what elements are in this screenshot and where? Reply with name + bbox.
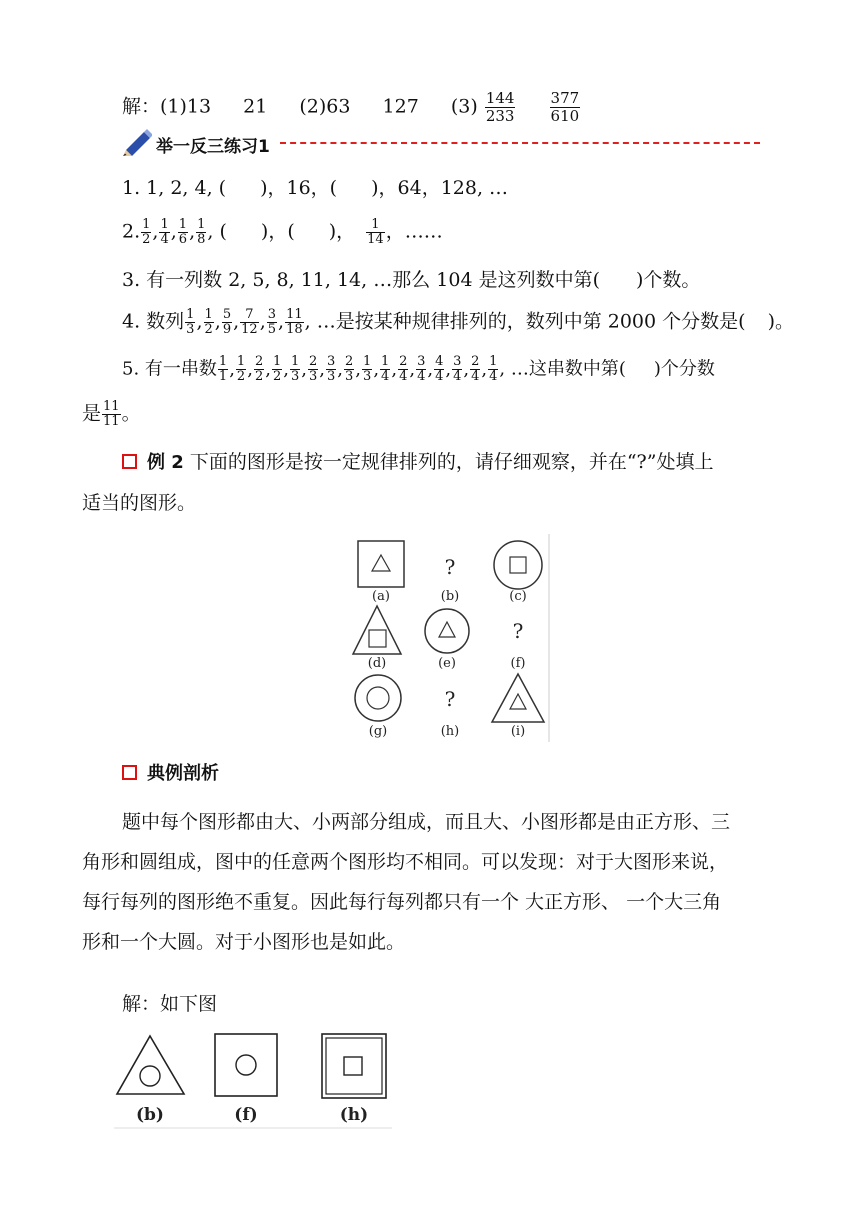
red-square-bullet-icon [122,765,137,780]
fraction: $\frac{144}{233}$ [485,89,515,125]
shape-a [358,541,404,587]
practice-title: 举一反三练习1 [156,137,270,157]
svg-text:(i): (i) [510,724,526,739]
puzzle-grid [346,534,550,742]
question-5-line-2: 是 $\frac{11}{11}$ 。 [82,399,141,429]
question-3: 3. 有一列数 2, 5, 8, 11, 14, …那么 104 是这列数中第( )个数。 [122,269,701,291]
shape-e [425,609,469,653]
svg-text:(b): (b) [136,1105,164,1125]
svg-text:(a): (a) [372,589,390,604]
practice-header [122,128,762,158]
fraction: $\frac{1}{3}$ [290,354,300,384]
analysis-paragraph: 题中每个图形都由大、小两部分组成，而且大、小图形都是由正方形、三 角形和圆组成，图中的任意两个图形均不相同。可以发现：对于大图形来说， 每行每列的图形绝不重复。因此每行每列都只有一个 大正方形、 一个大三角 形和一个大圆。对于小图形也是如此。 [82,811,731,953]
fraction: $\frac{1}{2}$ [272,354,282,384]
fraction: $\frac{2}{3}$ [345,354,354,384]
solution-shape-b [117,1036,184,1094]
question-mark-h: ? [444,687,456,711]
svg-text:(h): (h) [440,724,460,739]
svg-text:(f): (f) [510,656,526,671]
solution-shape-f [215,1034,277,1096]
svg-text:(g): (g) [368,724,388,739]
fraction: $\frac{377}{610}$ [550,89,580,125]
fraction: $\frac{1}{4}$ [381,354,390,384]
fraction: $\frac{3}{4}$ [453,354,462,384]
fraction: $\frac{2}{3}$ [308,354,318,384]
fraction: $\frac{4}{4}$ [435,354,444,384]
fraction: $\frac{1}{1}$ [218,354,228,384]
question-5: 5. 有一串数 $\frac{1}{1}$ , $\frac{1}{2}$ , $\frac{2}{2}$ , $\frac{1}{2}$ , $\frac{1}{3}$ , $\frac{2}{3}$ , $\frac{3}{3}$ , $\frac{2}{3}$ , $\frac{1}{3}$ , $\frac{1}{4}$ , $\frac{2}{4}$ , $\frac{3}{4}$ , $\frac{4}{4}$ , $\frac{3}{4}$ , $\frac{2}{4}$ , $\frac{1}{4}$ , …这串数中第( )个分数 [122,354,715,384]
question-2: 2. $\frac{1}{2}$ , $\frac{1}{4}$ , $\frac{1}{6}$ , $\frac{1}{8}$ , ( )，( )， $\frac{1}{14}$ ，…… [122,217,443,247]
question-mark-f: ? [512,619,524,643]
shape-i [492,674,544,722]
fraction: $\frac{2}{2}$ [254,354,264,384]
shape-c [494,541,542,589]
svg-text:(h): (h) [339,1105,369,1125]
question-4: 4. 数列 $\frac{1}{3}$ , $\frac{1}{2}$ , $\frac{5}{9}$ , $\frac{7}{12}$ , $\frac{3}{5}$ , $\frac{11}{18}$ , …是按某种规律排列的，数列中第 2000 个分数是( )。 [122,307,794,337]
red-square-bullet-icon [122,454,137,469]
fraction: $\frac{3}{4}$ [417,354,426,384]
answer-line: 解：(1)13 21 (2)63 127 (3) $\frac{144}{233}$ $\frac{377}{610}$ [122,89,580,125]
svg-text:(d): (d) [367,656,387,671]
analysis-heading: 典例剖析 [122,762,219,786]
fraction: $\frac{3}{3}$ [327,354,336,384]
fraction-sequence: $\frac{1}{1}$ , $\frac{1}{2}$ , $\frac{2}{2}$ , $\frac{1}{2}$ , $\frac{1}{3}$ , $\frac{2}{3}$ , $\frac{3}{3}$ , $\frac{2}{3}$ , $\frac{1}{3}$ , $\frac{1}{4}$ , $\frac{2}{4}$ , $\frac{3}{4}$ , $\frac{4}{4}$ , $\frac{3}{4}$ , $\frac{2}{4}$ , $\frac{1}{4}$ [218,354,498,384]
svg-text:(f): (f) [234,1105,258,1125]
svg-text:(b): (b) [440,589,460,604]
question-1: 1. 1, 2, 4, ( )，16，( )，64，128, … [122,177,509,199]
solution-shape-h [322,1034,386,1098]
svg-text:(e): (e) [438,656,456,671]
question-mark-b: ? [444,555,456,579]
fraction: $\frac{1}{2}$ [236,354,246,384]
shape-d [353,606,401,654]
fraction: $\frac{1}{3}$ [363,354,372,384]
example-2: 例 2 下面的图形是按一定规律排列的，请仔细观察，并在“?”处填上 适当的图形。 [82,451,714,514]
fraction: $\frac{2}{4}$ [399,354,408,384]
dashed-divider [280,142,760,144]
solution-text: 解：如下图 [122,993,218,1015]
solution-figures [114,1030,394,1130]
fraction: $\frac{1}{4}$ [489,354,498,384]
pencil-icon [122,128,152,156]
shape-g [355,675,401,721]
fraction: $\frac{2}{4}$ [471,354,480,384]
svg-text:(c): (c) [509,589,527,604]
